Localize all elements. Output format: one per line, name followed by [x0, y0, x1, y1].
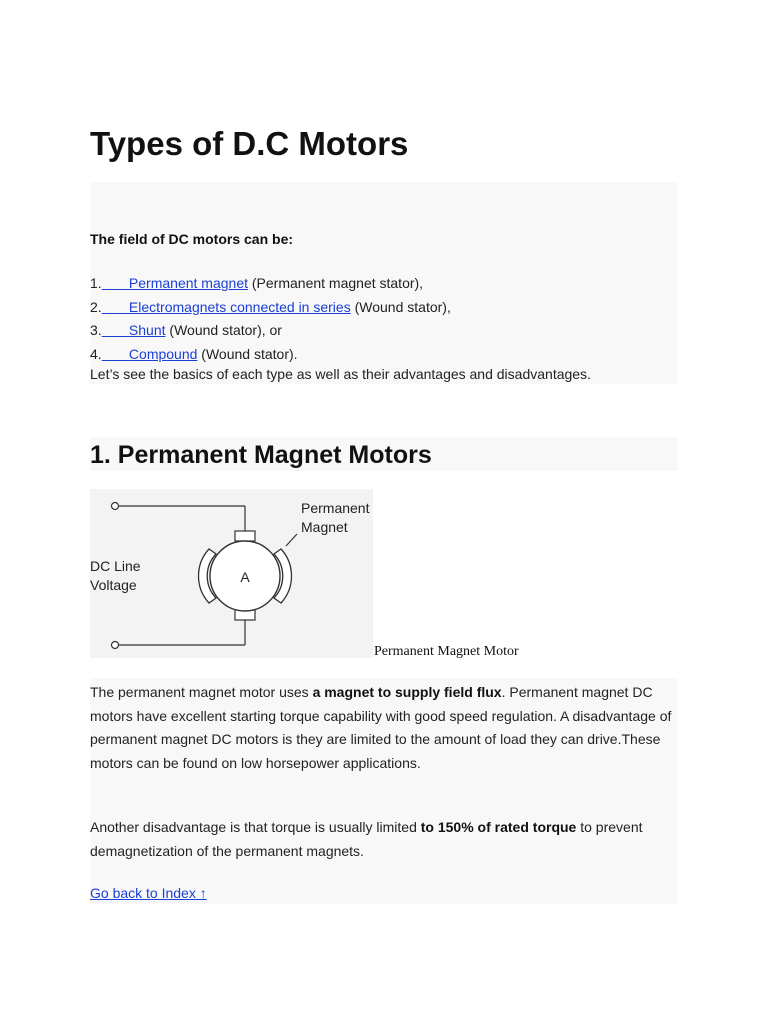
motor-types-list — [90, 272, 451, 366]
list-item — [90, 319, 451, 343]
label-magnet-line2: Magnet — [301, 519, 348, 535]
list-suffix: (Wound stator), or — [165, 322, 282, 338]
list-suffix: (Wound stator), — [350, 298, 451, 315]
intro-section — [90, 182, 678, 384]
section-body — [90, 678, 678, 904]
label-voltage-line2: Voltage — [90, 577, 137, 593]
paragraph-text: Another disadvantage is that torque is usually limited — [90, 819, 421, 835]
motor-diagram — [90, 489, 373, 658]
page-title: Types of D.C Motors — [90, 125, 409, 162]
link-spacer — [102, 299, 129, 315]
list-item — [90, 296, 451, 320]
paragraph — [90, 816, 674, 863]
list-suffix: (Permanent magnet stator), — [248, 275, 424, 291]
paragraph-emphasis: a magnet to supply field flux — [312, 684, 502, 700]
list-number: 3. — [90, 322, 102, 338]
link-shunt[interactable]: Shunt — [128, 322, 166, 338]
label-magnet-line1: Permanent — [301, 500, 370, 516]
brush-top — [235, 531, 255, 541]
list-number: 1. — [90, 275, 102, 291]
paragraph-emphasis: to 150% of rated torque — [420, 819, 577, 835]
list-number: 4. — [90, 345, 102, 362]
paragraph-text: to prevent demagnetization of the permanent magnets. — [90, 819, 643, 859]
link-compound[interactable]: Compound — [128, 345, 198, 362]
link-permanent-magnet[interactable]: Permanent magnet — [128, 275, 248, 291]
list-number: 2. — [90, 298, 102, 315]
list-item — [90, 343, 451, 367]
paragraph — [90, 681, 674, 775]
terminal-bottom — [112, 642, 119, 649]
link-spacer — [102, 275, 129, 291]
back-to-index-link[interactable]: Go back to Index ↑ — [90, 885, 207, 901]
paragraph-text: The permanent magnet motor uses — [90, 684, 313, 700]
paragraph-text: . Permanent magnet DC motors have excellent starting torque capability with good speed regulation. A disadvantage of permanent magnet DC motors is they are limited to the amount of load they can drive.These motors can be found on low horsepower applications. — [90, 684, 672, 771]
label-armature: A — [240, 569, 250, 585]
link-spacer — [102, 322, 129, 338]
intro-outro: Let’s see the basics of each type as well as their advantages and disadvantages. — [90, 366, 591, 382]
section-heading-box — [90, 437, 678, 471]
motor-diagram-svg — [90, 489, 373, 658]
link-series[interactable]: Electromagnets connected in series — [128, 298, 351, 315]
link-spacer — [102, 346, 129, 362]
terminal-top — [112, 503, 119, 510]
section-title: 1. Permanent Magnet Motors — [90, 441, 432, 469]
intro-lead: The field of DC motors can be: — [90, 231, 294, 247]
label-voltage-line1: DC Line — [90, 558, 141, 574]
figure-caption: Permanent Magnet Motor — [374, 644, 519, 659]
list-item — [90, 272, 451, 296]
list-suffix: (Wound stator). — [197, 345, 298, 362]
